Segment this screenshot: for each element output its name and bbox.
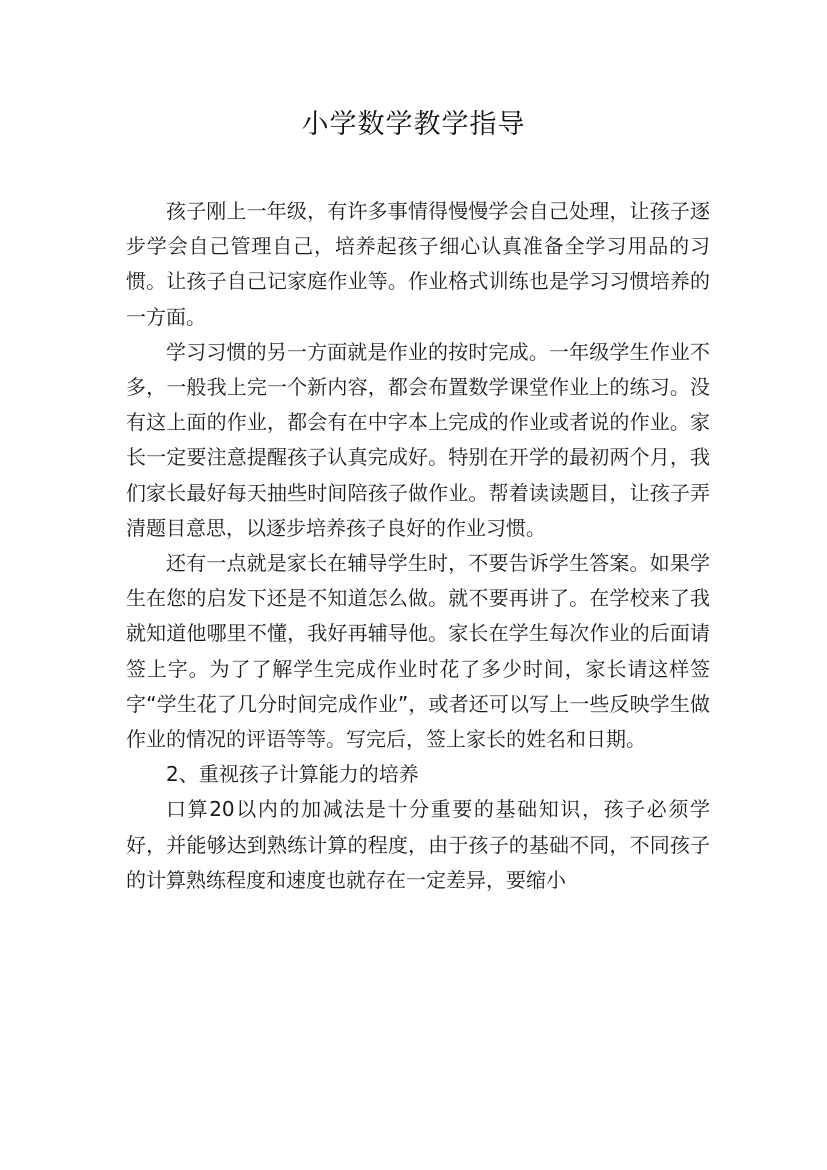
document-body [126,194,710,898]
document-title: 小学数学教学指导 [301,109,526,140]
paragraph-3: 还有一点就是家长在辅导学生时，不要告诉学生答案。如果学生在您的启发下还是不知道怎么做。就不要再讲了。在学校来了我就知道他哪里不懂，我好再辅导他。家长在学生每次作业的后面请签上字。为了了解学生完成作业时花了多少时间，家长请这样签字“学生花了几分时间完成作业”，或者还可以写上一些反映学生做作业的情况的评语等等。写完后，签上家长的姓名和日期。 [126,551,710,752]
section-heading: 2、重视孩子计算能力的培养 [166,762,419,787]
paragraph-1: 孩子刚上一年级，有许多事情得慢慢学会自己处理，让孩子逐步学会自己管理自己，培养起孩子细心认真准备全学习用品的习惯。让孩子自己记家庭作业等。作业格式训练也是学习习惯培养的一方面。 [126,199,710,329]
paragraph-4: 口算20以内的加减法是十分重要的基础知识，孩子必须学好，并能够达到熟练计算的程度，由于孩子的基础不同，不同孩子的计算熟练程度和速度也就存在一定差异，要缩小 [126,797,710,892]
paragraph-2: 学习习惯的另一方面就是作业的按时完成。一年级学生作业不多，一般我上完一个新内容，都会布置数学课堂作业上的练习。没有这上面的作业，都会有在中字本上完成的作业或者说的作业。家长一定要注意提醒孩子认真完成好。特别在开学的最初两个月，我们家长最好每天抽些时间陪孩子做作业。帮着读读题目，让孩子弄清题目意思，以逐步培养孩子良好的作业习惯。 [126,339,710,540]
